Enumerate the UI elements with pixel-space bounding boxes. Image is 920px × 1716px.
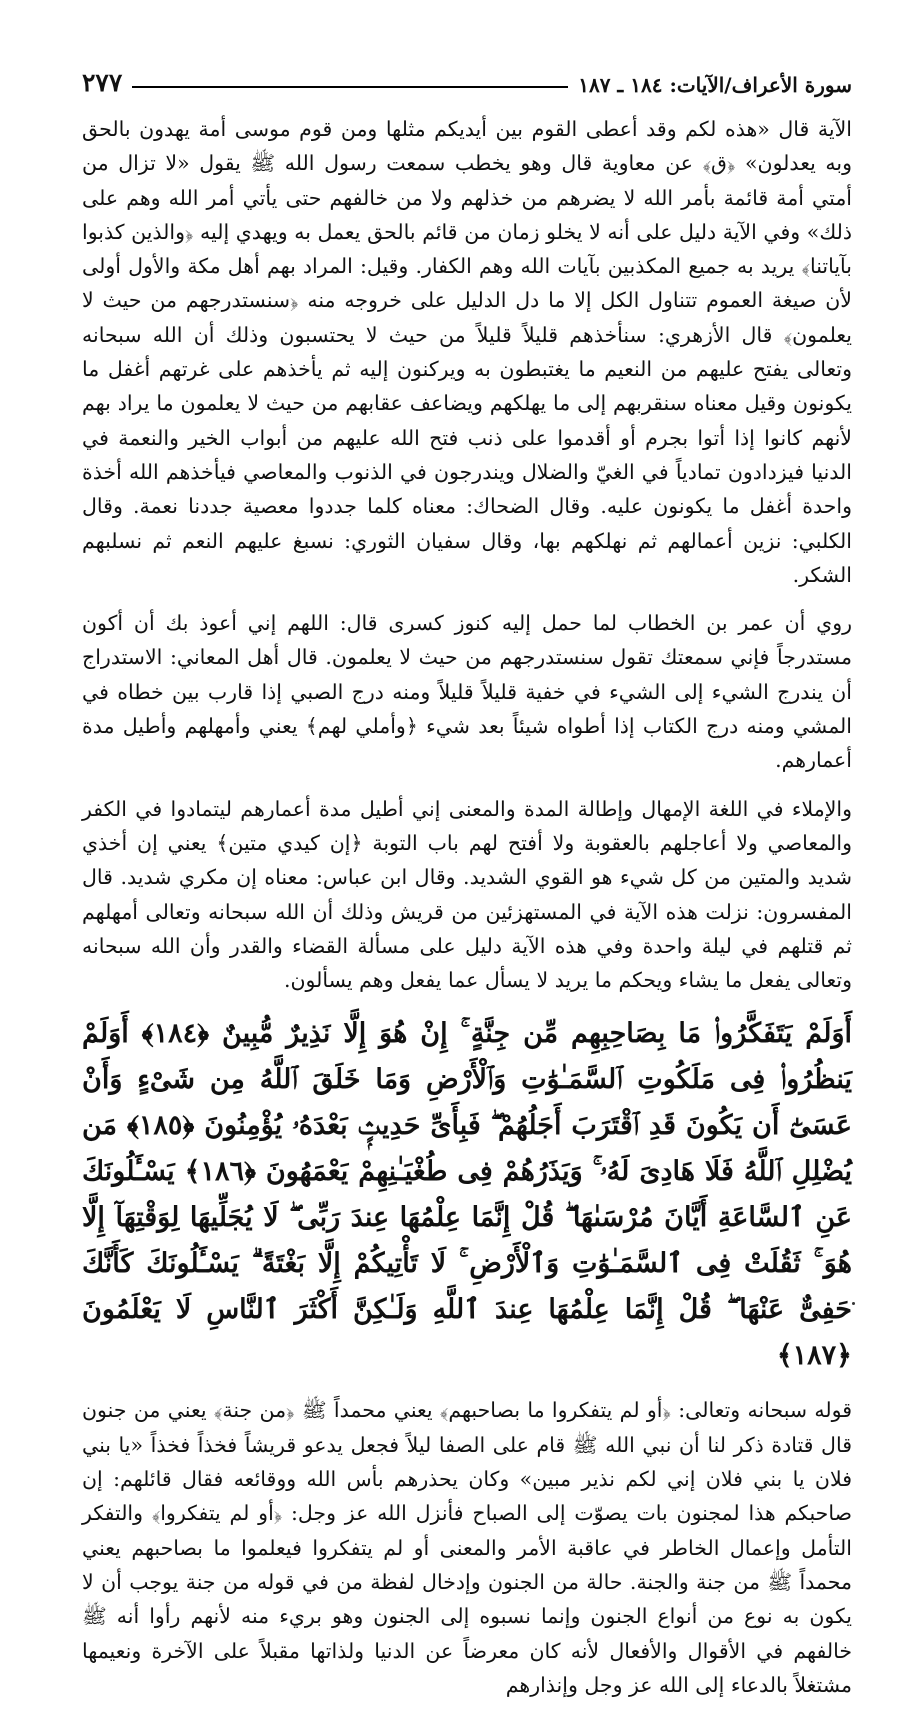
page-body (82, 112, 852, 1716)
commentary-paragraph: الآية قال «هذه لكم وقد أعطى القوم بين أيديكم مثلها ومن قوم موسى أمة يهدون بالحق وبه يعدلون» ﴿ق﴾ عن معاوية قال وهو يخطب سمعت رسول الله ﷺ يقول «لا تزال من أمتي أمة قائمة بأمر الله لا يضرهم من خذلهم ولا من خالفهم حتى يأتي أمر الله وهم على ذلك» وفي الآية دليل على أنه لا يخلو زمان من قائم بالحق يعمل به ويهدي إليه ﴿والذين كذبوا بآياتنا﴾ يريد به جميع المكذبين بآيات الله وهم الكفار. وقيل: المراد بهم أهل مكة والأول أولى لأن صيغة العموم تتناول الكل إلا ما دل الدليل على خروجه منه ﴿سنستدرجهم من حيث لا يعلمون﴾ قال الأزهري: سنأخذهم قليلاً قليلاً من حيث لا يحتسبون وذلك أن الله سبحانه وتعالى يفتح عليهم من النعيم ما يغتبطون به ويركنون إليه ثم يأخذهم على غرتهم أغفل ما يكونون وقيل معناه سنقربهم إلى ما يهلكهم ويضاعف عقابهم من حيث لا يعلمون ما يراد بهم لأنهم كانوا إذا أتوا بجرم أو أقدموا على ذنب فتح الله عليهم من أبواب الخير والنعمة في الدنيا فيزدادون تمادياً في الغيّ والضلال ويندرجون في الذنوب والمعاصي فيأخذهم الله أخذة واحدة أغفل ما يكونون عليه. وقال الضحاك: معناه كلما جددوا معصية جددنا نعمة. وقال الكلبي: نزين أعمالهم ثم نهلكهم بها، وقال سفيان الثوري: نسبغ عليهم النعم ثم نسلبهم الشكر. (82, 117, 852, 587)
header-rule (132, 86, 568, 88)
page-mark (852, 1302, 855, 1305)
page-number: ٢٧٧ (82, 68, 123, 97)
commentary-paragraph: والإملاء في اللغة الإمهال وإطالة المدة والمعنى إني أطيل مدة أعمارهم ليتمادوا في الكفر والمعاصي ولا أعاجلهم بالعقوبة ولا أفتح لهم باب التوبة ﴿إن كيدي متين﴾ يعني إن أخذي شديد والمتين من كل شيء هو القوي الشديد. وقال ابن عباس: معناه إن مكري شديد. قال المفسرون: نزلت هذه الآية في المستهزئين من قريش وذلك أن الله سبحانه وتعالى أمهلهم ثم قتلهم في ليلة واحدة وفي هذه الآية دليل على مسألة القضاء والقدر وأن الله سبحانه وتعالى يفعل ما يشاء ويحكم ما يريد لا يسأل عما يفعل وهم يسألون. (82, 796, 852, 993)
page-header (82, 55, 852, 95)
quran-verses: أَوَلَمْ يَتَفَكَّرُوا۟ مَا بِصَاحِبِهِم مِّن جِنَّةٍ ۚ إِنْ هُوَ إِلَّا نَذِيرٌ مُّبِينٌ ﴿١٨٤﴾ أَوَلَمْ يَنظُرُوا۟ فِى مَلَكُوتِ ٱلسَّمَـٰوَٰتِ وَٱلْأَرْضِ وَمَا خَلَقَ ٱللَّهُ مِن شَىْءٍ وَأَنْ عَسَىٰٓ أَن يَكُونَ قَدِ ٱقْتَرَبَ أَجَلُهُمْ ۖ فَبِأَىِّ حَدِيثٍۭ بَعْدَهُۥ يُؤْمِنُونَ ﴿١٨٥﴾ مَن يُضْلِلِ ٱللَّهُ فَلَا هَادِىَ لَهُۥ ۚ وَيَذَرُهُمْ فِى طُغْيَـٰنِهِمْ يَعْمَهُونَ ﴿١٨٦﴾ يَسْـَٔلُونَكَ عَنِ ٱلسَّاعَةِ أَيَّانَ مُرْسَىٰهَا ۖ قُلْ إِنَّمَا عِلْمُهَا عِندَ رَبِّى ۖ لَا يُجَلِّيهَا لِوَقْتِهَآ إِلَّا هُوَ ۚ ثَقُلَتْ فِى ٱلسَّمَـٰوَٰتِ وَٱلْأَرْضِ ۚ لَا تَأْتِيكُمْ إِلَّا بَغْتَةً ۗ يَسْـَٔلُونَكَ كَأَنَّكَ حَفِىٌّ عَنْهَا ۖ قُلْ إِنَّمَا عِلْمُهَا عِندَ ٱللَّهِ وَلَـٰكِنَّ أَكْثَرَ ٱلنَّاسِ لَا يَعْلَمُونَ ﴿١٨٧﴾ (82, 1018, 852, 1372)
commentary-paragraph: قوله سبحانه وتعالى: ﴿أو لم يتفكروا ما بصاحبهم﴾ يعني محمداً ﷺ ﴿من جنة﴾ يعني من جنون قال قتادة ذكر لنا أن نبي الله ﷺ قام على الصفا ليلاً فجعل يدعو قريشاً فخذاً فخذاً «يا بني فلان يا بني فلان إني لكم نذير مبين» وكان يحذرهم بأس الله ووقائعه فقال قائلهم: إن صاحبكم هذا لمجنون بات يصوّت إلى الصباح فأنزل الله عز وجل: ﴿أو لم يتفكروا﴾ والتفكر التأمل وإعمال الخاطر في عاقبة الأمر والمعنى أو لم يتفكروا فيعلموا ما بصاحبهم يعني محمداً ﷺ من جنة والجنة. حالة من الجنون وإدخال لفظة من في قوله من جنة يوجب أن لا يكون به نوع من أنواع الجنون وإنما نسبوه إلى الجنون وهو بريء منه لأنهم رأوا أنه ﷺ خالفهم في الأقوال والأفعال لأنه كان معرضاً عن الدنيا ولذاتها مقبلاً على الآخرة ونعيمها مشتغلاً بالدعاء إلى الله عز وجل وإنذارهم (82, 1398, 852, 1697)
running-title: سورة الأعراف/الآيات: ١٨٤ ـ ١٨٧ (578, 73, 852, 97)
commentary-paragraph: روي أن عمر بن الخطاب لما حمل إليه كنوز كسرى قال: اللهم إني أعوذ بك أن أكون مستدرجاً فإني سمعتك تقول سنستدرجهم من حيث لا يعلمون. قال أهل المعاني: الاستدراج أن يندرج الشيء إلى الشيء في خفية قليلاً قليلاً ومنه درج الصبي إذا قارب بين خطاه في المشي ومنه درج الكتاب إذا أطواه شيئاً بعد شيء ﴿وأملي لهم﴾ يعني وأمهلهم وأطيل مدة أعمارهم. (82, 611, 852, 773)
